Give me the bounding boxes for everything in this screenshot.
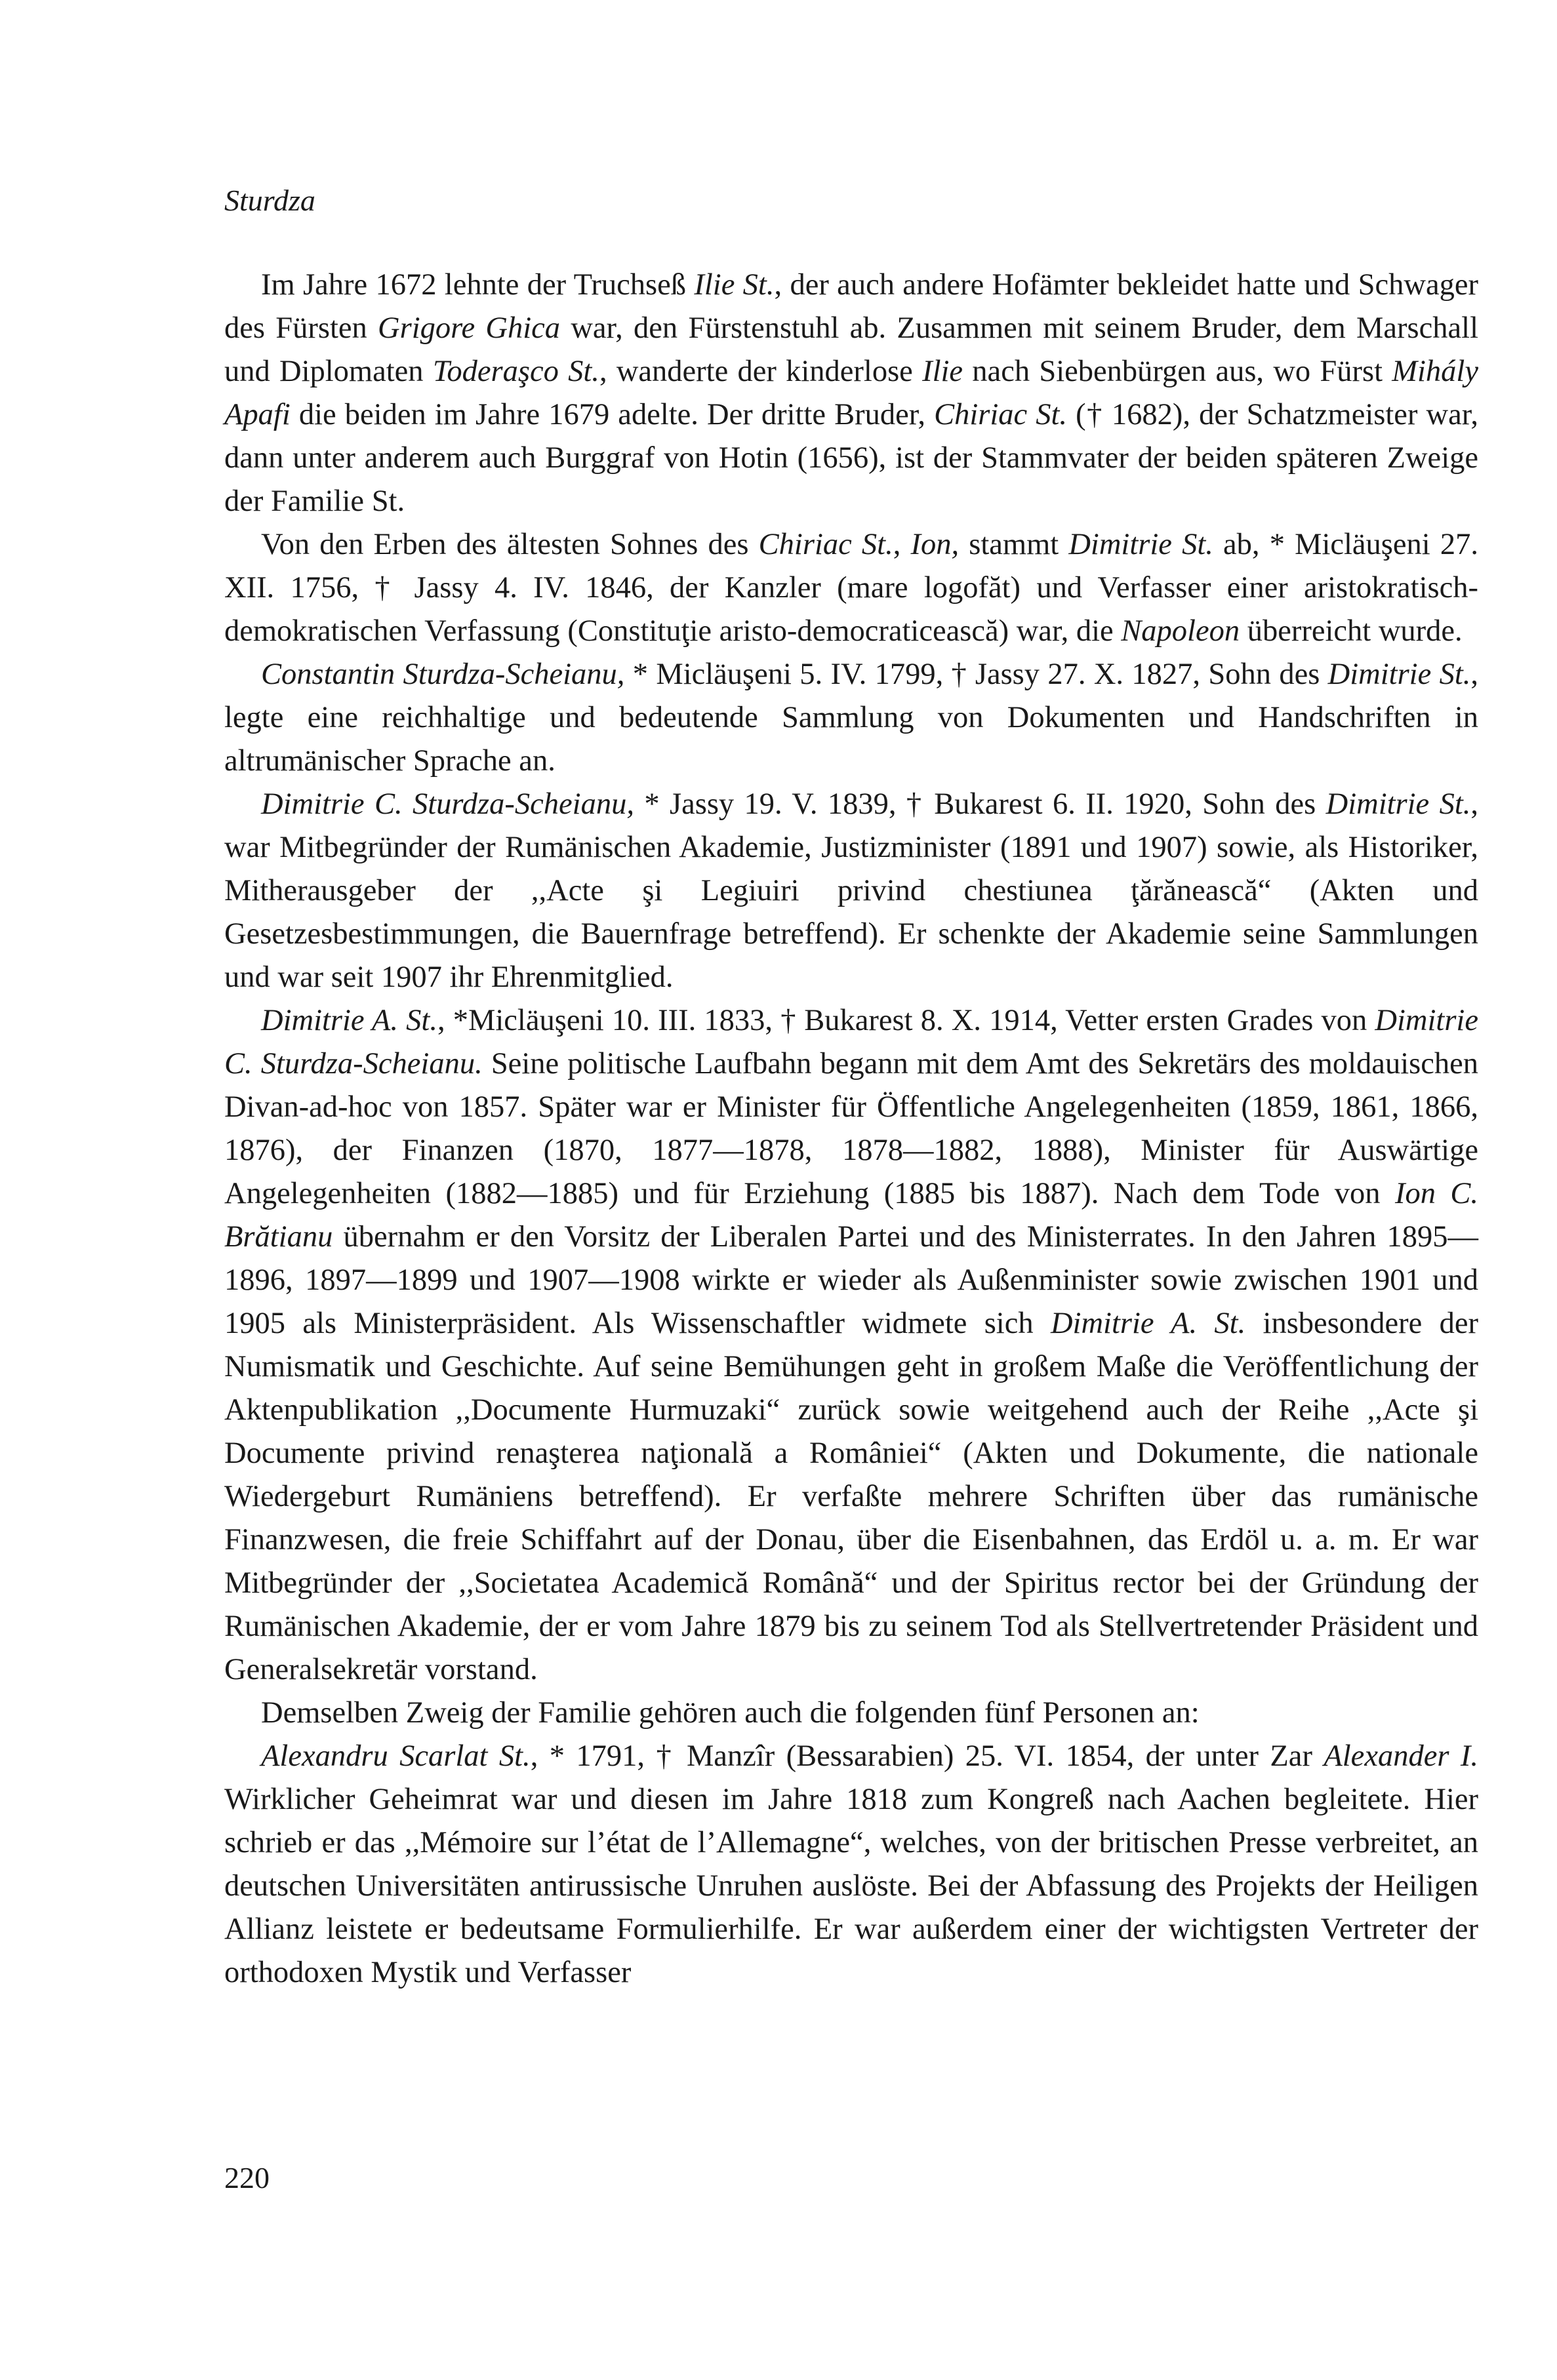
text-run: nach Siebenbürgen aus, wo Fürst (963, 355, 1392, 388)
text-run: Im Jahre 1672 lehnte der Truchseß (261, 268, 695, 302)
text-run: , (893, 528, 911, 561)
text-run: , legte eine reichhaltige und bedeutende Sammlung von Dokumenten und Handschriften in altrumänischer Sprache an. (224, 658, 1478, 778)
text-run: übernahm er den Vorsitz der Liberalen Partei und des Ministerrates. In den Jahren 1895—1896, 1897—1899 und 1907—1908 wirkte er wieder als Außenminister sowie zwischen 1901 und 1905 als Ministerpräsident. Als Wissenschaftler widmete sich (224, 1220, 1478, 1340)
text-run: * Micläuşeni 5. IV. 1799, † Jassy 27. X. 1827, Sohn des (624, 658, 1328, 691)
text-run: Demselben Zweig der Familie gehören auch die folgenden fünf Personen an: (261, 1696, 1200, 1730)
paragraph-5 (224, 999, 1478, 1692)
italic-name-run: Dimitrie St. (1327, 658, 1471, 691)
text-run: , *Micläuşeni 10. III. 1833, † Bukarest 8. X. 1914, Vetter ersten Grades von (437, 1004, 1375, 1037)
italic-name-run: Alexandru Scarlat St. (261, 1739, 531, 1773)
italic-name-run: Toderaşco St. (432, 355, 599, 388)
text-run: Seine politische Laufbahn begann mit dem Amt des Sekretärs des moldauischen Divan-ad-hoc von 1857. Später war er Minister für Öffentliche Angelegenheiten (1859, 1861, 1866, 1876), der Finanzen (1870, 1877—1878, 1878—1882, 1888), Minister für Auswärtige Angelegenheiten (1882—1885) und für Erziehung (1885 bis 1887). Nach dem Tode von (224, 1047, 1478, 1210)
text-run: ab, * Micläuşeni 27. XII. 1756, † Jassy 4. IV. 1846, der Kanzler (mare logofăt) und Verfasser einer aristokratisch-demokratischen Verfassung (Constituţie aristo-democraticească) war, die (224, 528, 1478, 648)
paragraph-3 (224, 653, 1478, 783)
italic-name-run: Chiriac St. (758, 528, 893, 561)
italic-name-run: Dimitrie A. St. (1050, 1307, 1246, 1340)
italic-name-run: Grigore Ghica (378, 311, 561, 345)
italic-name-run: Dimitrie A. St. (261, 1004, 437, 1037)
paragraph-7 (224, 1735, 1478, 1994)
italic-name-run: Ilie (922, 355, 963, 388)
text-run: , * 1791, † Manzîr (Bessarabien) 25. VI. 1854, der unter Zar (530, 1739, 1324, 1773)
page-number: 220 (224, 2161, 270, 2194)
paragraph-6 (224, 1692, 1478, 1735)
italic-name-run: Dimitrie St. (1068, 528, 1213, 561)
italic-name-run: Ion C. Brătianu (224, 1177, 1479, 1254)
text-run: Von den Erben des ältesten Sohnes des (261, 528, 759, 561)
body-text (224, 264, 1478, 1994)
text-run: , wanderte der kinderlose (599, 355, 923, 388)
paragraph-2 (224, 523, 1478, 653)
running-header: Sturdza (224, 184, 315, 217)
italic-name-run: Dimitrie C. Sturdza-Scheianu. (224, 1004, 1478, 1081)
italic-name-run: Alexander I. (1324, 1739, 1478, 1773)
text-run: , der auch andere Hofämter bekleidet hatte und Schwager des Fürsten (224, 268, 1478, 345)
text-run: , war Mitbegründer der Rumänischen Akademie, Justizminister (1891 und 1907) sowie, als Historiker, Mitherausgeber der ,,Acte şi Legiuiri privind chestiunea ţărănească“ (Akten und Gesetzesbestimmungen, die Bauernfrage betreffend). Er schenkte der Akademie seine Sammlungen und war seit 1907 ihr Ehrenmitglied. (224, 787, 1478, 994)
text-run: Wirklicher Geheimrat war und diesen im Jahre 1818 zum Kongreß nach Aachen begleitete. Hier schrieb er das ,,Mémoire sur l’état de l’Allemagne“, welches, von der britischen Presse verbreitet, an deutschen Universitäten antirussische Unruhen auslöste. Bei der Abfassung des Projekts der Heiligen Allianz leistete er bedeutsame Formulierhilfe. Er war außerdem einer der wichtigsten Vertreter der orthodoxen Mystik und Verfasser (224, 1783, 1478, 1989)
italic-name-run: Ion, (910, 528, 960, 561)
paragraph-1 (224, 264, 1478, 523)
text-run: * Jassy 19. V. 1839, † Bukarest 6. II. 1920, Sohn des (634, 787, 1326, 821)
italic-name-run: Napoleon (1121, 614, 1240, 648)
italic-name-run: Chiriac St. (934, 398, 1068, 431)
italic-name-run: Mihály Apafi (224, 355, 1478, 431)
text-run: überreicht wurde. (1240, 614, 1463, 648)
italic-name-run: Dimitrie St. (1325, 787, 1471, 821)
text-run: die beiden im Jahre 1679 adelte. Der dritte Bruder, (290, 398, 935, 431)
italic-name-run: Ilie St. (694, 268, 775, 302)
paragraph-4 (224, 783, 1478, 999)
italic-name-run: Dimitrie C. Sturdza-Scheianu, (261, 787, 634, 821)
text-run: stammt (959, 528, 1069, 561)
text-run: war, den Fürstenstuhl ab. Zusammen mit seinem Bruder, dem Marschall und Diplomaten (224, 311, 1478, 388)
italic-name-run: Constantin Sturdza-Scheianu, (261, 658, 625, 691)
text-run: († 1682), der Schatzmeister war, dann unter anderem auch Burggraf von Hotin (1656), ist der Stammvater der beiden späteren Zweige der Familie St. (224, 398, 1478, 518)
text-run: insbesondere der Numismatik und Geschichte. Auf seine Bemühungen geht in großem Maße die Veröffentlichung der Aktenpublikation ,,Documente Hurmuzaki“ zurück sowie weitgehend auch der Reihe ,,Acte şi Documente privind renaşterea naţională a României“ (Akten und Dokumente, die nationale Wiedergeburt Rumäniens betreffend). Er verfaßte mehrere Schriften über das rumänische Finanzwesen, die freie Schiffahrt auf der Donau, über die Eisenbahnen, das Erdöl u. a. m. Er war Mitbegründer der ,,Societatea Academică Română“ und der Spiritus rector bei der Gründung der Rumänischen Akademie, der er vom Jahre 1879 bis zu seinem Tod als Stellvertretender Präsident und Generalsekretär vorstand. (224, 1307, 1479, 1686)
